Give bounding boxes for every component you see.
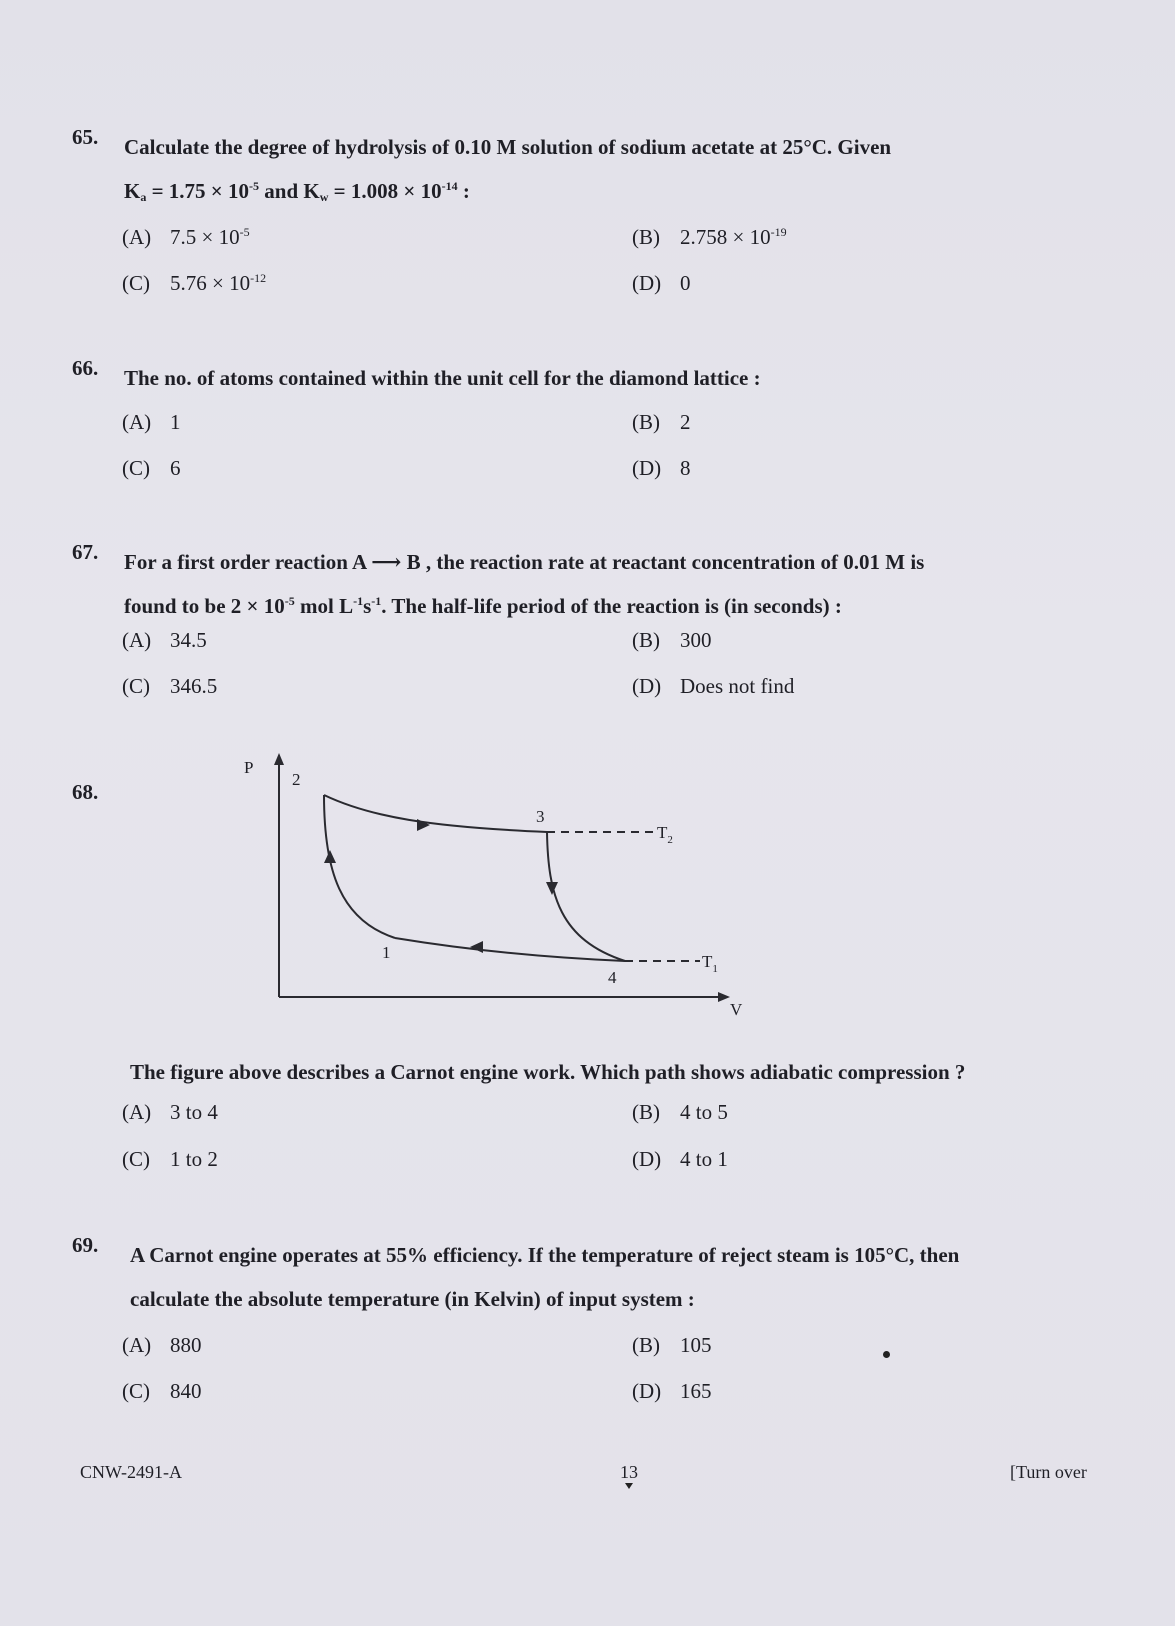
point-4-label: 4 — [608, 968, 617, 987]
question-68-body — [72, 1050, 1102, 1200]
ka-symbol: K — [124, 179, 141, 203]
question-line-2 — [124, 584, 1104, 628]
question-66 — [72, 356, 1102, 486]
question-number: 67. — [72, 540, 99, 564]
kw-subscript: w — [319, 190, 329, 204]
exponent: -1 — [353, 594, 364, 608]
option-a[interactable] — [122, 1333, 202, 1358]
option-label: (A) — [122, 225, 152, 249]
option-c[interactable] — [122, 1147, 218, 1172]
option-text: 3 to 4 — [170, 1100, 218, 1124]
path-4-to-1 — [395, 938, 625, 961]
option-text: 1 to 2 — [170, 1147, 218, 1171]
option-d[interactable] — [632, 1379, 712, 1404]
path-3-to-4 — [547, 832, 625, 961]
option-text: 34.5 — [170, 628, 207, 652]
option-text: 880 — [170, 1333, 202, 1357]
option-c[interactable] — [122, 456, 181, 481]
option-a[interactable] — [122, 225, 250, 250]
text-part: . The half-life period of the reaction is (in seconds) : — [381, 594, 842, 618]
option-b[interactable] — [632, 628, 712, 653]
question-65 — [72, 125, 1102, 305]
point-1-label: 1 — [382, 943, 391, 962]
text-part: found to be 2 × 10 — [124, 594, 285, 618]
option-label: (D) — [632, 1379, 662, 1403]
option-c[interactable] — [122, 674, 217, 699]
path-1-to-2 — [324, 795, 395, 938]
page-number — [620, 1462, 638, 1489]
v-axis-arrowhead — [718, 992, 730, 1002]
option-text: Does not find — [680, 674, 795, 698]
option-label: (D) — [632, 1147, 662, 1171]
option-label: (B) — [632, 628, 660, 652]
arrow-1-to-2 — [324, 850, 336, 863]
option-label: (C) — [122, 674, 150, 698]
option-label: (A) — [122, 1333, 152, 1357]
option-label: (D) — [632, 674, 662, 698]
question-line-1: A Carnot engine operates at 55% efficiency. If the temperature of reject steam is 105°C, then — [130, 1243, 960, 1267]
question-text: The no. of atoms contained within the unit cell for the diamond lattice : — [124, 366, 761, 390]
ka-exponent: -5 — [249, 179, 260, 193]
question-number: 66. — [72, 356, 99, 380]
question-text: The figure above describes a Carnot engine work. Which path shows adiabatic compression ? — [130, 1060, 966, 1084]
option-label: (C) — [122, 1379, 150, 1403]
option-text: 5.76 × 10 — [170, 271, 251, 295]
p-axis-arrowhead — [274, 753, 284, 765]
question-text — [124, 540, 1104, 628]
arrow-2-to-3 — [417, 819, 430, 831]
option-label: (D) — [632, 456, 662, 480]
question-number: 69. — [72, 1233, 99, 1257]
option-label: (B) — [632, 225, 660, 249]
arrow-3-to-4 — [546, 882, 558, 895]
option-a[interactable] — [122, 410, 181, 435]
paper-code: CNW-2491-A — [80, 1462, 182, 1482]
option-b[interactable] — [632, 1100, 728, 1125]
v-axis-label: V — [730, 1000, 743, 1019]
option-d[interactable] — [632, 674, 794, 699]
question-line-2 — [124, 169, 1104, 213]
kw-exponent: -14 — [441, 179, 458, 193]
question-text — [130, 1233, 1110, 1321]
t1-symbol: T — [702, 952, 713, 971]
point-3-label: 3 — [536, 807, 545, 826]
option-d[interactable] — [632, 1147, 728, 1172]
option-a[interactable] — [122, 628, 207, 653]
option-b[interactable] — [632, 1333, 712, 1358]
option-exponent: -5 — [239, 225, 250, 239]
option-b[interactable] — [632, 410, 691, 435]
question-text — [124, 125, 1104, 213]
option-label: (C) — [122, 271, 150, 295]
turn-over-note: [Turn over — [1010, 1462, 1087, 1482]
option-label: (A) — [122, 410, 152, 434]
question-line-2: calculate the absolute temperature (in Kelvin) of input system : — [130, 1287, 695, 1311]
text-part: B , the reaction rate at reactant concentration of 0.01 M is — [401, 550, 925, 574]
down-triangle-icon — [625, 1483, 633, 1489]
option-label: (B) — [632, 1333, 660, 1357]
arrow-4-to-1 — [470, 941, 483, 953]
path-2-to-3 — [324, 795, 547, 832]
question-number: 65. — [72, 125, 99, 149]
option-d[interactable] — [632, 456, 691, 481]
option-label: (B) — [632, 410, 660, 434]
ka-subscript: a — [140, 190, 147, 204]
option-text: 1 — [170, 410, 181, 434]
option-text: 4 to 5 — [680, 1100, 728, 1124]
option-d[interactable] — [632, 271, 691, 296]
pen-dot — [883, 1351, 890, 1358]
option-text: 2 — [680, 410, 691, 434]
kw-symbol: K — [303, 179, 320, 203]
option-text: 6 — [170, 456, 181, 480]
option-text: 8 — [680, 456, 691, 480]
option-text: 840 — [170, 1379, 202, 1403]
option-label: (A) — [122, 1100, 152, 1124]
text-part: s — [363, 594, 372, 618]
option-label: (C) — [122, 456, 150, 480]
option-label: (A) — [122, 628, 152, 652]
option-exponent: -19 — [770, 225, 787, 239]
option-text: 7.5 × 10 — [170, 225, 240, 249]
kw-value: = 1.008 × 10 — [328, 179, 442, 203]
question-67 — [72, 540, 1102, 720]
exponent: -5 — [284, 594, 295, 608]
option-c[interactable] — [122, 271, 266, 296]
option-text: 2.758 × 10 — [680, 225, 771, 249]
page-number-text: 13 — [620, 1462, 638, 1482]
exponent: -1 — [371, 594, 382, 608]
option-c[interactable] — [122, 1379, 202, 1404]
question-line-1 — [124, 540, 1104, 584]
p-axis-label: P — [244, 758, 254, 777]
question-number: 68. — [72, 780, 99, 804]
option-text: 346.5 — [170, 674, 218, 698]
and-word: and — [259, 179, 304, 203]
option-a[interactable] — [122, 1100, 218, 1125]
t1-subscript: 1 — [712, 963, 718, 975]
t2-subscript: 2 — [667, 834, 673, 846]
option-label: (D) — [632, 271, 662, 295]
option-b[interactable] — [632, 225, 787, 250]
colon: : — [457, 179, 470, 203]
text-part: mol L — [294, 594, 354, 618]
text-part: For a first order reaction A — [124, 550, 372, 574]
t2-symbol: T — [657, 823, 668, 842]
option-text: 105 — [680, 1333, 712, 1357]
t1-label — [702, 952, 718, 975]
point-2-label: 2 — [292, 770, 301, 789]
option-text: 4 to 1 — [680, 1147, 728, 1171]
option-label: (C) — [122, 1147, 150, 1171]
option-label: (B) — [632, 1100, 660, 1124]
t2-label — [657, 823, 673, 846]
option-exponent: -12 — [250, 271, 267, 285]
question-69 — [72, 1233, 1102, 1413]
option-text: 165 — [680, 1379, 712, 1403]
reaction-arrow: ⟶ — [371, 550, 402, 574]
carnot-cycle-diagram — [230, 745, 770, 1020]
question-line-1: Calculate the degree of hydrolysis of 0.10 M solution of sodium acetate at 25°C. Given — [124, 135, 892, 159]
ka-value: = 1.75 × 10 — [146, 179, 250, 203]
option-text: 300 — [680, 628, 712, 652]
option-text: 0 — [680, 271, 691, 295]
